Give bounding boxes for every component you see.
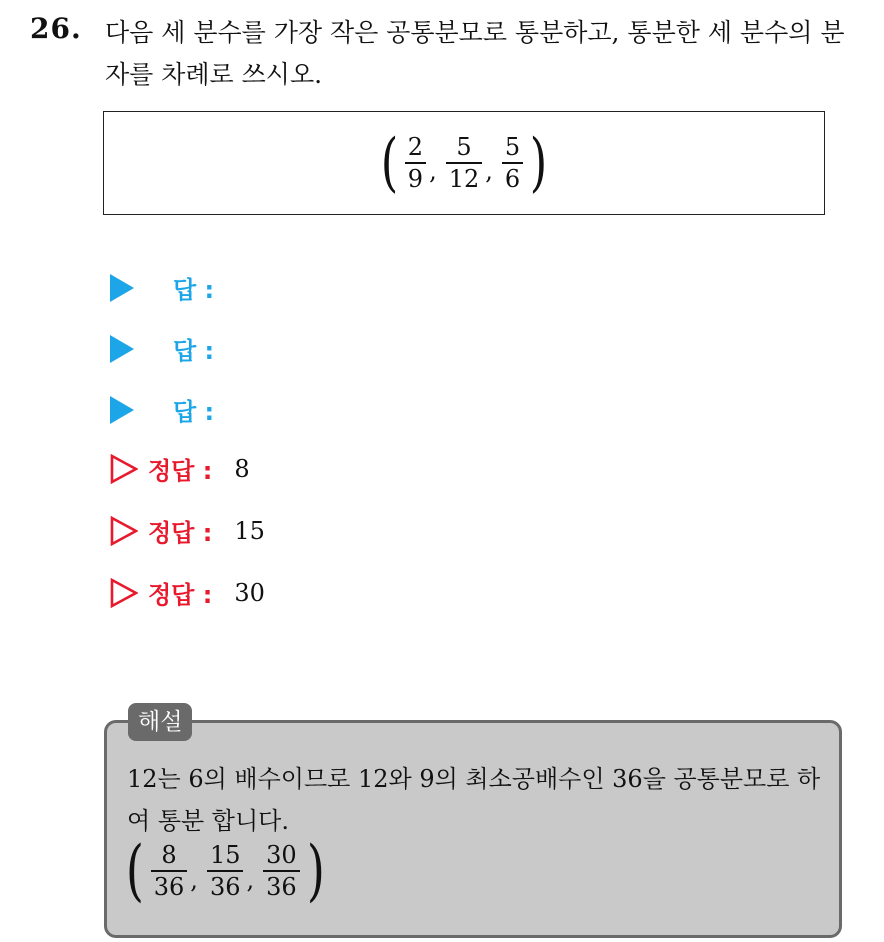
correct-answer-3 (110, 575, 265, 610)
correct-label: 정답 : (148, 581, 213, 609)
correct-value: 8 (234, 454, 250, 483)
correct-label: 정답 : (148, 457, 213, 485)
question-text: 다음 세 분수를 가장 작은 공통분모로 통분하고, 통분한 세 분수의 분자를 차례로 쓰시오. (105, 18, 845, 89)
answer-label: 답 : (173, 276, 215, 304)
outline-triangle-right-icon (110, 578, 138, 608)
fraction (263, 843, 300, 899)
answer-slot-2[interactable] (110, 331, 214, 366)
numerator: 15 (209, 841, 241, 870)
outline-triangle-right-icon (110, 516, 138, 546)
denominator: 36 (266, 872, 297, 901)
left-paren: ( (380, 126, 399, 200)
denominator: 36 (209, 872, 241, 901)
comma: , (429, 157, 437, 185)
denominator: 12 (448, 164, 480, 193)
numerator: 5 (456, 133, 472, 162)
numerator: 2 (407, 133, 424, 162)
correct-value: 15 (234, 516, 265, 545)
comma: , (485, 157, 493, 185)
right-paren: ) (306, 832, 325, 909)
fraction (446, 135, 483, 191)
comma: , (190, 866, 198, 894)
answer-slot-1[interactable] (110, 270, 214, 305)
comma: , (246, 866, 255, 894)
numerator: 5 (504, 133, 521, 162)
filled-triangle-right-icon (110, 335, 134, 363)
explanation-fractions (122, 832, 328, 909)
fraction (151, 843, 188, 899)
explanation-fraction-group (122, 832, 328, 909)
numerator: 30 (266, 841, 297, 870)
explanation-text: 12는 6의 배수이므로 12와 9의 최소공배수인 36을 공통분모로 하여 통분 합니다. (127, 765, 821, 835)
outline-triangle-right-icon (110, 454, 138, 484)
right-paren: ) (529, 126, 548, 200)
explanation-title: 해설 (128, 703, 192, 741)
correct-answer-1 (110, 451, 250, 486)
fraction (502, 135, 523, 191)
denominator: 6 (504, 164, 521, 193)
question-number: 26. (30, 12, 82, 45)
correct-label: 정답 : (148, 519, 213, 547)
filled-triangle-right-icon (110, 274, 134, 302)
denominator: 9 (407, 164, 424, 193)
fraction (405, 135, 426, 191)
answer-slot-3[interactable] (110, 392, 214, 427)
correct-answer-2 (110, 513, 265, 548)
given-fractions-box (103, 111, 825, 215)
answer-label: 답 : (173, 398, 215, 426)
fraction (207, 843, 244, 899)
answer-label: 답 : (173, 337, 215, 365)
denominator: 36 (153, 872, 185, 901)
given-fraction-group (377, 126, 551, 200)
left-paren: ( (125, 832, 144, 909)
numerator: 8 (161, 841, 177, 870)
filled-triangle-right-icon (110, 396, 134, 424)
correct-value: 30 (234, 578, 265, 607)
